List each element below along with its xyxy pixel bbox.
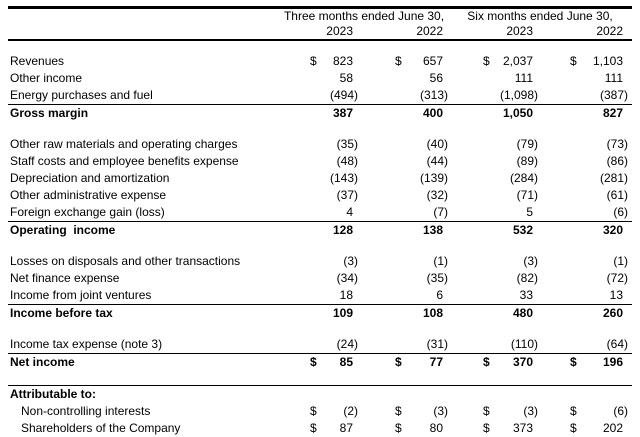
table-row-net-finance [8, 270, 632, 287]
row-label: Revenues [10, 54, 65, 68]
cell-value: 33 [519, 288, 534, 302]
year-header-row [8, 24, 632, 40]
cell-value: 657 [422, 54, 444, 68]
table-row-operating-income [8, 222, 632, 240]
cell-value: (72) [606, 271, 629, 285]
cell-value: 56 [429, 71, 444, 85]
cell-value: (82) [516, 271, 539, 285]
cell-value: (32) [426, 188, 449, 202]
cell-value: (110) [510, 337, 539, 351]
cell-value: (3) [523, 404, 539, 418]
cell-value: (31) [426, 337, 449, 351]
row-label: Net finance expense [10, 271, 120, 285]
cell-value: (494) [329, 88, 358, 102]
cell-value: (1) [613, 254, 629, 268]
dollar-sign: $ [395, 54, 402, 68]
cell-value: 827 [602, 106, 624, 120]
table-row-non-controlling [8, 403, 632, 420]
period-group-header-row [8, 8, 632, 25]
row-label: Other raw materials and operating charges [10, 137, 238, 151]
row-label: Income before tax [10, 306, 113, 320]
corner-cell [8, 8, 280, 25]
cell-value: (7) [433, 205, 449, 219]
cell-value: (387) [600, 88, 629, 102]
table-row-foreign-exchange [8, 204, 632, 222]
year-header: 2022 [358, 24, 448, 40]
cell-value: (71) [516, 188, 539, 202]
cell-value: (79) [516, 137, 539, 151]
spacer-row [8, 239, 632, 253]
cell-value: (48) [336, 154, 358, 168]
cell-value: 109 [332, 306, 353, 320]
cell-value: (6) [613, 404, 629, 418]
table-row-income-tax [8, 336, 632, 354]
cell-value: (281) [600, 171, 629, 185]
year-header: 2023 [280, 24, 358, 40]
cell-value: 1,050 [502, 106, 534, 120]
table-row-gross-margin [8, 105, 632, 123]
dollar-sign: $ [310, 404, 317, 418]
cell-value: (284) [510, 171, 539, 185]
row-label: Other administrative expense [10, 188, 167, 202]
table-row-income-before-tax [8, 305, 632, 323]
spacer-row [8, 122, 632, 136]
six-months-group-header: Six months ended June 30, [467, 9, 613, 23]
table-row-raw-materials [8, 136, 632, 153]
table-row-staff-costs [8, 153, 632, 170]
cell-value: (40) [426, 137, 449, 151]
table-row-losses-disposals [8, 253, 632, 270]
cell-value: 373 [512, 421, 534, 435]
table-row-net-income [8, 354, 632, 372]
cell-value: (34) [336, 271, 358, 285]
spacer-row [8, 322, 632, 336]
cell-value: (3) [433, 404, 449, 418]
cell-value: 87 [339, 421, 353, 435]
cell-value: (3) [343, 254, 358, 268]
row-label: Operating income [10, 223, 116, 237]
dollar-sign: $ [310, 421, 317, 435]
cell-value: (1,098) [499, 88, 539, 102]
dollar-sign: $ [395, 421, 402, 435]
cell-value: 2,037 [502, 54, 534, 68]
table-row-depreciation [8, 170, 632, 187]
cell-value: (37) [336, 188, 358, 202]
table-row-energy-purchases [8, 87, 632, 105]
three-months-group-header: Three months ended June 30, [283, 9, 445, 23]
cell-value: 58 [339, 71, 353, 85]
table-row-other-income [8, 70, 632, 87]
row-label: Losses on disposals and other transactions [10, 254, 241, 268]
year-header: 2022 [538, 24, 632, 40]
dollar-sign: $ [395, 404, 402, 418]
dollar-sign: $ [310, 54, 317, 68]
cell-value: (35) [426, 271, 449, 285]
table-row-shareholders [8, 420, 632, 437]
cell-value: 85 [339, 355, 353, 369]
row-label: Energy purchases and fuel [8, 87, 280, 105]
cell-value: (35) [336, 137, 358, 151]
spacer-row [8, 371, 632, 386]
dollar-sign: $ [395, 355, 402, 369]
cell-value: 138 [422, 223, 444, 237]
cell-value: 823 [332, 54, 353, 68]
year-header: 2023 [448, 24, 538, 40]
cell-value: 400 [422, 106, 444, 120]
dollar-sign: $ [570, 404, 577, 418]
table-row-administrative [8, 187, 632, 204]
row-label: Income tax expense (note 3) [8, 336, 280, 354]
cell-value: 6 [436, 288, 444, 302]
table-row-joint-ventures [8, 287, 632, 305]
cell-value: (73) [606, 137, 629, 151]
cell-value: 5 [526, 205, 534, 219]
cell-value: 108 [422, 306, 444, 320]
dollar-sign: $ [483, 355, 490, 369]
income-statement-table [8, 6, 632, 437]
dollar-sign: $ [483, 404, 490, 418]
cell-value: (139) [420, 171, 449, 185]
cell-value: 4 [346, 205, 353, 219]
dollar-sign: $ [310, 355, 317, 369]
table-row-revenues [8, 53, 632, 70]
spacer-row [8, 40, 632, 53]
row-label: Foreign exchange gain (loss) [8, 204, 280, 222]
row-label: Shareholders of the Company [21, 421, 181, 435]
cell-value: (89) [516, 154, 539, 168]
cell-value: 387 [332, 106, 353, 120]
cell-value: 13 [609, 288, 624, 302]
dollar-sign: $ [570, 54, 577, 68]
row-label: Gross margin [10, 106, 89, 120]
dollar-sign: $ [570, 421, 577, 435]
cell-value: 532 [512, 223, 534, 237]
table-row-attributable-to [8, 386, 632, 404]
row-label: Staff costs and employee benefits expense [10, 154, 239, 168]
cell-value: (24) [336, 337, 358, 351]
dollar-sign: $ [483, 421, 490, 435]
cell-value: 111 [604, 71, 624, 85]
cell-value: 111 [514, 71, 534, 85]
cell-value: 77 [429, 355, 444, 369]
row-label: Attributable to: [10, 387, 96, 401]
cell-value: (86) [606, 154, 629, 168]
cell-value: (143) [329, 171, 358, 185]
cell-value: (6) [613, 205, 629, 219]
cell-value: 196 [602, 355, 624, 369]
cell-value: (64) [606, 337, 629, 351]
cell-value: 202 [602, 421, 624, 435]
row-label: Income from joint ventures [8, 287, 280, 305]
cell-value: 18 [339, 288, 353, 302]
cell-value: 128 [332, 223, 353, 237]
cell-value: (61) [606, 188, 629, 202]
cell-value: 320 [602, 223, 624, 237]
cell-value: 80 [429, 421, 444, 435]
cell-value: (3) [523, 254, 539, 268]
dollar-sign: $ [570, 355, 577, 369]
row-label: Net income [10, 355, 75, 369]
row-label: Depreciation and amortization [10, 171, 170, 185]
corner-cell [8, 24, 280, 40]
cell-value: 370 [512, 355, 534, 369]
cell-value: (1) [433, 254, 449, 268]
cell-value: (2) [343, 404, 358, 418]
cell-value: (44) [426, 154, 449, 168]
cell-value: (313) [420, 88, 449, 102]
row-label: Other income [10, 71, 83, 85]
cell-value: 260 [602, 306, 624, 320]
cell-value: 480 [512, 306, 534, 320]
dollar-sign: $ [483, 54, 490, 68]
cell-value: 1,103 [592, 54, 624, 68]
row-label: Non-controlling interests [21, 404, 151, 418]
